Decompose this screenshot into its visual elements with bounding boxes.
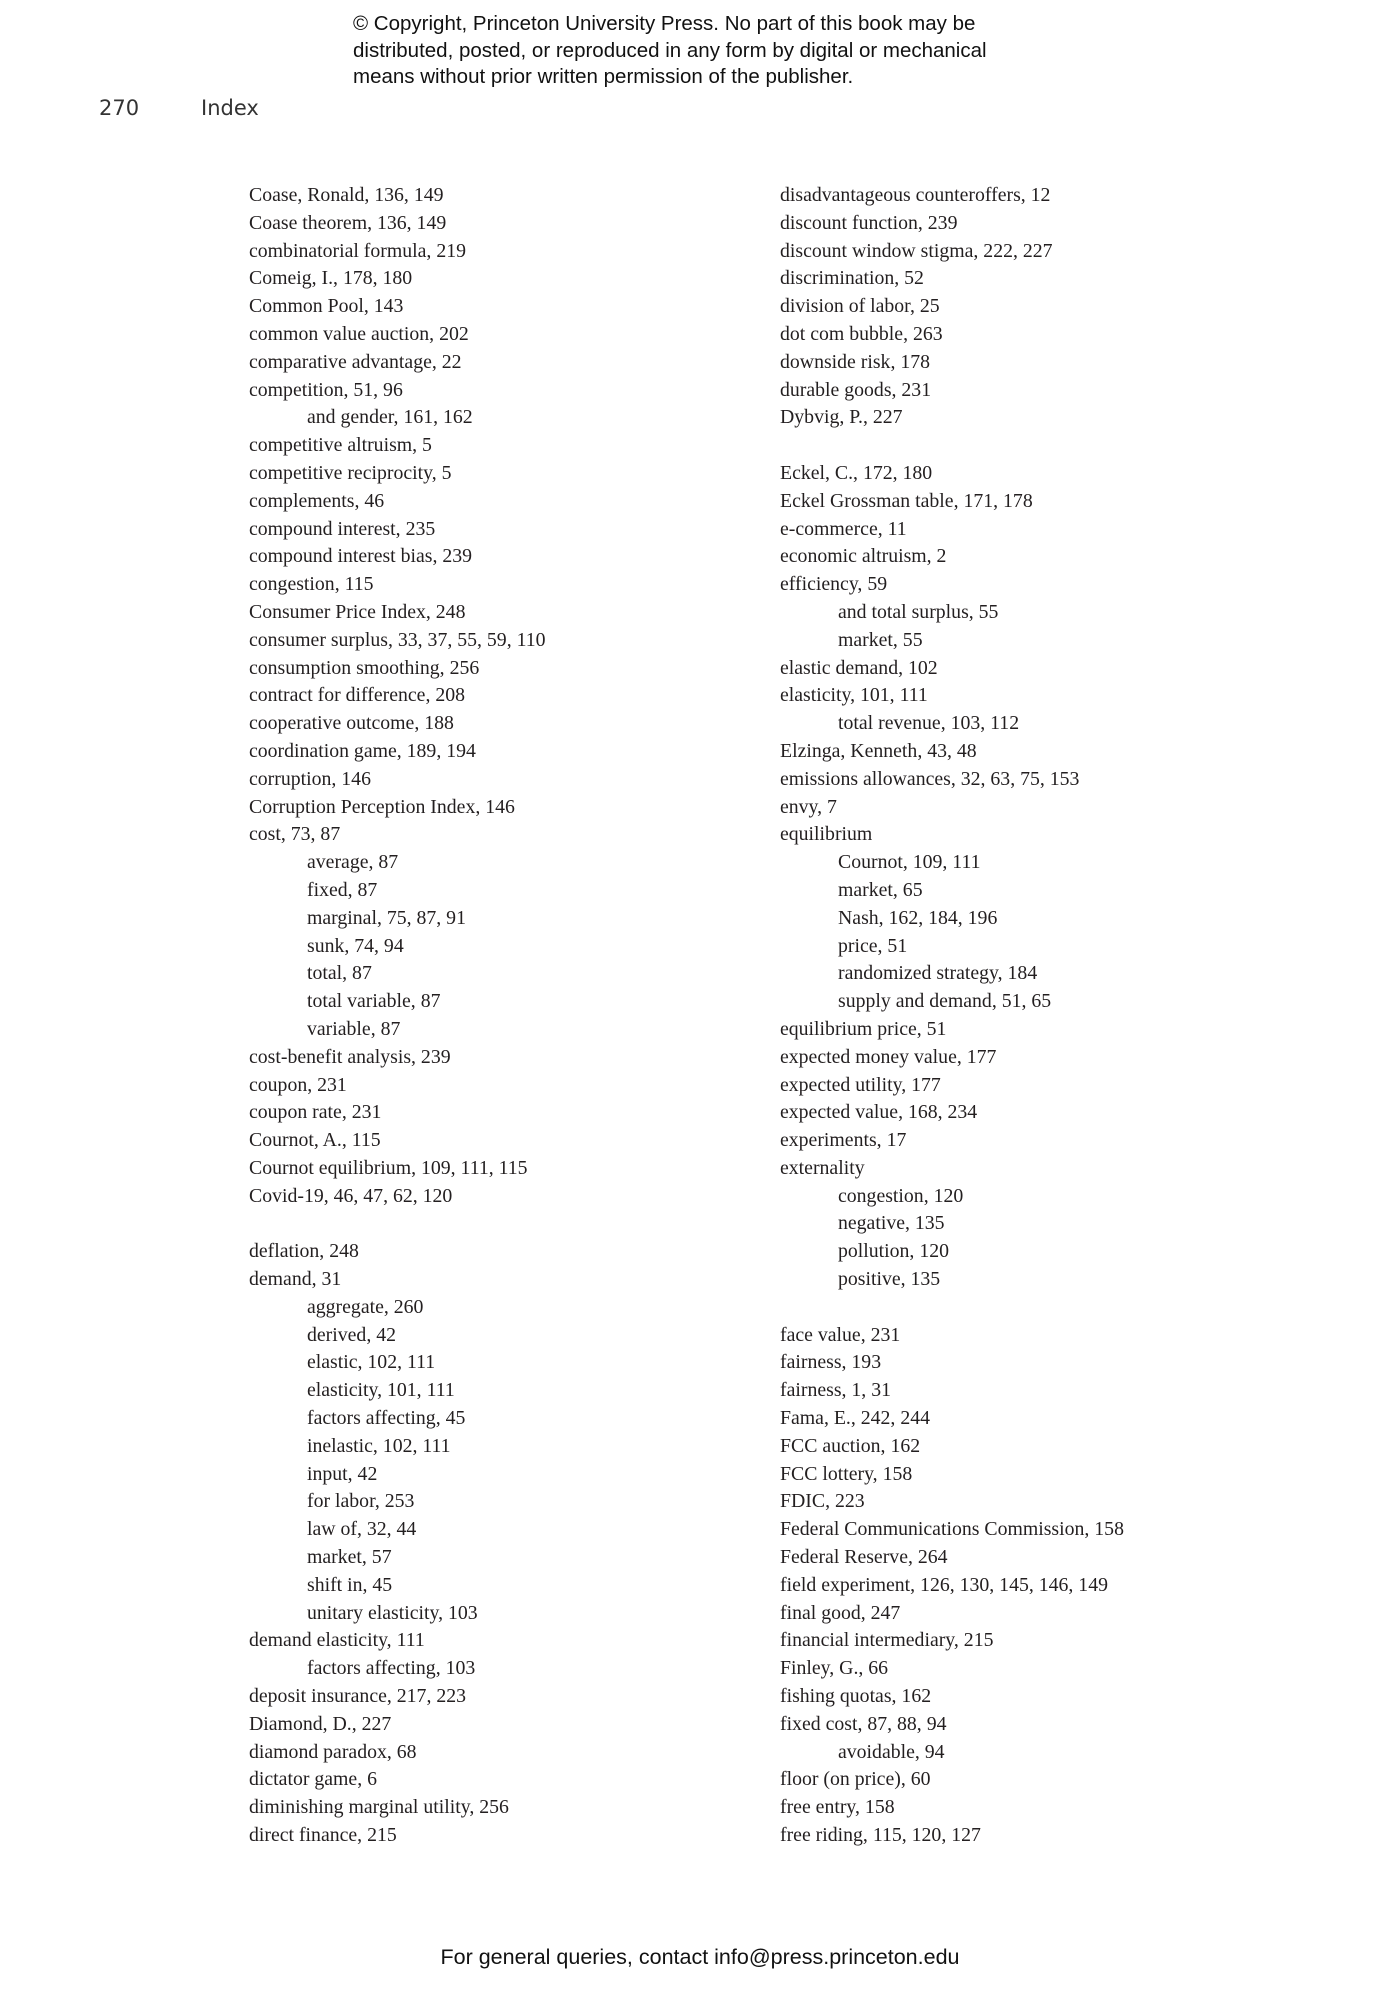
index-entry: Fama, E., 242, 244 [780, 1407, 930, 1430]
index-entry: diamond paradox, 68 [249, 1740, 417, 1763]
footer-contact: For general queries, contact info@press.princeton.edu [440, 1945, 960, 1969]
index-subentry: Cournot, 109, 111 [838, 851, 981, 874]
index-entry: Covid-19, 46, 47, 62, 120 [249, 1184, 453, 1207]
index-entry: externality [780, 1156, 865, 1179]
index-subentry: derived, 42 [307, 1323, 396, 1346]
index-entry: elastic demand, 102 [780, 656, 938, 679]
index-subentry: factors affecting, 103 [307, 1657, 476, 1680]
index-entry: durable goods, 231 [780, 378, 932, 401]
index-subentry: unitary elasticity, 103 [307, 1601, 478, 1624]
index-entry: comparative advantage, 22 [249, 350, 462, 373]
index-entry: economic altruism, 2 [780, 545, 947, 568]
index-subentry: shift in, 45 [307, 1573, 393, 1596]
index-subentry: and total surplus, 55 [838, 600, 999, 623]
index-entry: Corruption Perception Index, 146 [249, 795, 515, 818]
index-subentry: market, 57 [307, 1546, 392, 1569]
index-entry: common value auction, 202 [249, 322, 469, 345]
index-entry: FCC lottery, 158 [780, 1462, 913, 1485]
index-entry: coupon rate, 231 [249, 1101, 382, 1124]
index-subentry: market, 65 [838, 878, 923, 901]
index-entry: competitive reciprocity, 5 [249, 461, 452, 484]
index-subentry: sunk, 74, 94 [307, 934, 404, 957]
index-entry: cost-benefit analysis, 239 [249, 1045, 451, 1068]
index-subentry: congestion, 120 [838, 1184, 964, 1207]
index-entry: corruption, 146 [249, 767, 371, 790]
section-title: Index [201, 96, 259, 120]
index-entry: complements, 46 [249, 489, 385, 512]
index-subentry: Nash, 162, 184, 196 [838, 906, 998, 929]
index-subentry: variable, 87 [307, 1017, 401, 1040]
index-subentry: marginal, 75, 87, 91 [307, 906, 466, 929]
index-entry: fixed cost, 87, 88, 94 [780, 1712, 947, 1735]
index-subentry: total revenue, 103, 112 [838, 712, 1020, 735]
index-entry: Federal Reserve, 264 [780, 1546, 948, 1569]
index-entry: equilibrium [780, 823, 873, 846]
index-entry: compound interest, 235 [249, 517, 436, 540]
index-subentry: positive, 135 [838, 1268, 941, 1291]
index-entry: Cournot, A., 115 [249, 1129, 381, 1152]
index-entry: dictator game, 6 [249, 1768, 377, 1791]
index-subentry: elastic, 102, 111 [307, 1351, 436, 1374]
index-subentry: negative, 135 [838, 1212, 945, 1235]
index-entry: envy, 7 [780, 795, 837, 818]
index-subentry: market, 55 [838, 628, 923, 651]
index-entry: congestion, 115 [249, 573, 374, 596]
index-entry: Coase, Ronald, 136, 149 [249, 184, 444, 206]
copyright-line: means without prior written permission of the publisher. [353, 65, 854, 88]
index-entry: cooperative outcome, 188 [249, 712, 454, 735]
index-subentry: supply and demand, 51, 65 [838, 990, 1052, 1013]
index-subentry: elasticity, 101, 111 [307, 1379, 455, 1402]
index-subentry: and gender, 161, 162 [307, 406, 473, 429]
index-subentry: average, 87 [307, 851, 399, 874]
index-entry: demand, 31 [249, 1268, 342, 1291]
index-entry: Common Pool, 143 [249, 295, 404, 318]
index-entry: elasticity, 101, 111 [780, 684, 928, 707]
index-subentry: fixed, 87 [307, 878, 378, 901]
copyright-line: © Copyright, Princeton University Press. No part of this book may be [353, 12, 976, 35]
index-entry: financial intermediary, 215 [780, 1629, 994, 1652]
index-column-left [249, 182, 749, 1850]
index-subentry: input, 42 [307, 1462, 378, 1485]
index-entry: deflation, 248 [249, 1240, 359, 1263]
index-subentry: for labor, 253 [307, 1490, 415, 1513]
index-subentry: factors affecting, 45 [307, 1407, 466, 1430]
index-entry: expected money value, 177 [780, 1045, 997, 1068]
index-entry: final good, 247 [780, 1601, 901, 1624]
index-column-right [780, 182, 1340, 1850]
copyright-notice [353, 11, 1113, 91]
index-entry: disadvantageous counteroffers, 12 [780, 184, 1051, 206]
index-entry: cost, 73, 87 [249, 823, 341, 846]
index-entry: discrimination, 52 [780, 267, 924, 290]
index-entry: competition, 51, 96 [249, 378, 403, 401]
index-entry: combinatorial formula, 219 [249, 239, 466, 262]
index-entry: Finley, G., 66 [780, 1657, 889, 1680]
index-entry: competitive altruism, 5 [249, 434, 432, 457]
running-head [0, 96, 400, 126]
index-entry: Dybvig, P., 227 [780, 406, 903, 429]
index-entry: discount window stigma, 222, 227 [780, 239, 1053, 262]
index-subentry: inelastic, 102, 111 [307, 1434, 451, 1457]
page-number: 270 [99, 96, 140, 120]
index-entry: compound interest bias, 239 [249, 545, 473, 568]
index-entry: coordination game, 189, 194 [249, 739, 476, 762]
index-subentry: law of, 32, 44 [307, 1518, 417, 1541]
index-entry: Coase theorem, 136, 149 [249, 211, 447, 234]
index-entry: contract for difference, 208 [249, 684, 466, 707]
index-entry: Diamond, D., 227 [249, 1712, 392, 1735]
index-subentry: total, 87 [307, 962, 372, 985]
index-entry: deposit insurance, 217, 223 [249, 1685, 467, 1708]
index-entry: free riding, 115, 120, 127 [780, 1824, 981, 1847]
index-subentry: aggregate, 260 [307, 1295, 424, 1318]
index-entry: diminishing marginal utility, 256 [249, 1796, 509, 1819]
index-entry: division of labor, 25 [780, 295, 940, 318]
index-subentry: avoidable, 94 [838, 1740, 945, 1763]
index-entry: Elzinga, Kenneth, 43, 48 [780, 739, 977, 762]
index-subentry: total variable, 87 [307, 990, 441, 1013]
index-entry: efficiency, 59 [780, 573, 888, 596]
index-entry: face value, 231 [780, 1323, 901, 1346]
index-entry: fishing quotas, 162 [780, 1685, 932, 1708]
index-entry: fairness, 193 [780, 1351, 882, 1374]
index-entry: coupon, 231 [249, 1073, 347, 1096]
index-entry: direct finance, 215 [249, 1824, 397, 1847]
index-subentry: price, 51 [838, 934, 908, 957]
index-entry: Comeig, I., 178, 180 [249, 267, 413, 290]
index-entry: Consumer Price Index, 248 [249, 600, 466, 623]
index-entry: discount function, 239 [780, 211, 958, 234]
index-subentry: randomized strategy, 184 [838, 962, 1038, 985]
index-entry: fairness, 1, 31 [780, 1379, 891, 1402]
index-entry: e-commerce, 11 [780, 517, 907, 540]
index-entry: demand elasticity, 111 [249, 1629, 425, 1652]
index-entry: FDIC, 223 [780, 1490, 865, 1513]
index-entry: consumption smoothing, 256 [249, 656, 480, 679]
index-entry: equilibrium price, 51 [780, 1017, 947, 1040]
index-entry: field experiment, 126, 130, 145, 146, 149 [780, 1573, 1108, 1596]
copyright-line: distributed, posted, or reproduced in any form by digital or mechanical [353, 38, 987, 62]
index-entry: Eckel Grossman table, 171, 178 [780, 489, 1033, 512]
index-entry: consumer surplus, 33, 37, 55, 59, 110 [249, 628, 546, 651]
index-entry: free entry, 158 [780, 1796, 895, 1819]
index-entry: Cournot equilibrium, 109, 111, 115 [249, 1156, 528, 1179]
index-subentry: pollution, 120 [838, 1240, 949, 1263]
index-entry: downside risk, 178 [780, 350, 931, 373]
index-entry: FCC auction, 162 [780, 1434, 921, 1457]
index-entry: expected utility, 177 [780, 1073, 941, 1096]
index-entry: experiments, 17 [780, 1129, 907, 1152]
index-entry: Federal Communications Commission, 158 [780, 1518, 1124, 1541]
index-entry: dot com bubble, 263 [780, 322, 943, 345]
index-entry: floor (on price), 60 [780, 1768, 931, 1791]
index-entry: Eckel, C., 172, 180 [780, 461, 933, 484]
index-entry: expected value, 168, 234 [780, 1101, 978, 1124]
index-entry: emissions allowances, 32, 63, 75, 153 [780, 767, 1080, 790]
